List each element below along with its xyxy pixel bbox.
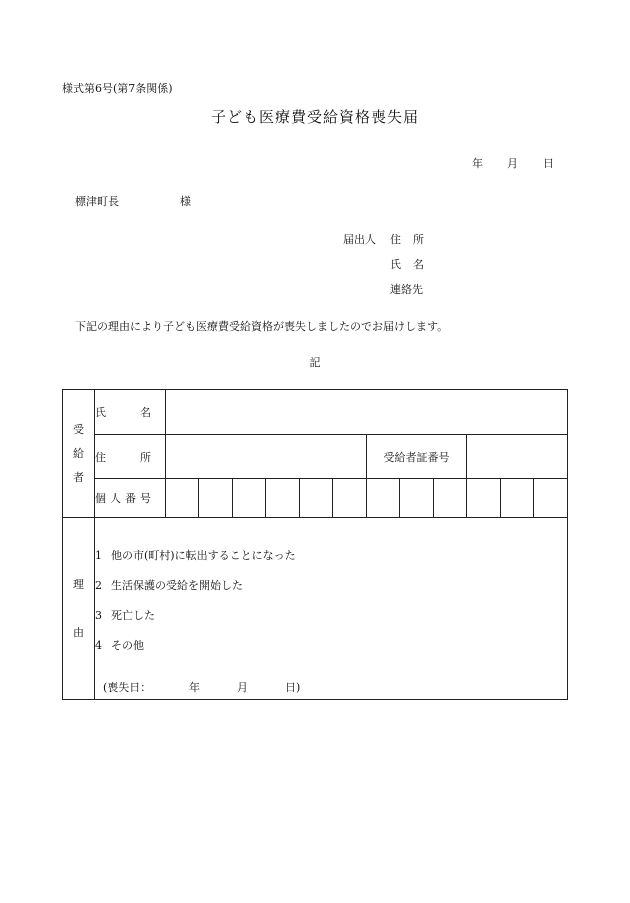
- personal-number-digit-box[interactable]: [501, 479, 534, 518]
- reason-item[interactable]: 2 生活保護の受給を開始した: [95, 578, 243, 592]
- applicant-contact-label: 連絡先: [390, 283, 423, 296]
- reason-list: [95, 518, 568, 700]
- applicant-label: 届出人: [343, 233, 376, 246]
- recipient-address-field[interactable]: [166, 435, 367, 479]
- personal-number-digit-box[interactable]: [434, 479, 467, 518]
- addressee-honorific: 様: [180, 195, 191, 208]
- date-day-label: 日: [543, 157, 554, 170]
- document-title: 子ども医療費受給資格喪失届: [210, 108, 419, 126]
- personal-number-label: 個 人 番 号: [95, 479, 166, 518]
- personal-number-digit-box[interactable]: [266, 479, 300, 518]
- addressee-name: 標津町長: [75, 195, 119, 208]
- personal-number-digit-box[interactable]: [199, 479, 233, 518]
- personal-number-digit-box[interactable]: [534, 479, 568, 518]
- reason-item[interactable]: 4 その他: [95, 638, 144, 652]
- reason-item[interactable]: 3 死亡した: [95, 608, 155, 622]
- applicant-address-label: 住 所: [390, 233, 424, 246]
- personal-number-digit-box[interactable]: [467, 479, 501, 518]
- form-table: [62, 389, 568, 700]
- date-month-label: 月: [507, 157, 518, 170]
- personal-number-digit-box[interactable]: [233, 479, 266, 518]
- recipient-name-label: 氏 名: [95, 390, 166, 435]
- recipient-address-label: 住 所: [95, 435, 166, 479]
- recipient-name-field[interactable]: [166, 390, 568, 435]
- personal-number-digit-box[interactable]: [300, 479, 333, 518]
- recipient-header: 受 給 者: [63, 390, 95, 518]
- personal-number-digit-box[interactable]: [400, 479, 434, 518]
- cert-number-field[interactable]: [467, 435, 568, 479]
- date-year-label: 年: [472, 157, 483, 170]
- personal-number-digit-box[interactable]: [166, 479, 199, 518]
- loss-date-line: (喪失日： 年 月 日): [103, 681, 301, 694]
- form-number: 様式第6号(第7条関係): [62, 82, 173, 95]
- cert-number-label: 受給者証番号: [367, 435, 467, 479]
- statement-text: 下記の理由により子ども医療費受給資格が喪失しましたのでお届けします。: [75, 320, 449, 333]
- ki-heading: 記: [309, 356, 321, 369]
- personal-number-digit-box[interactable]: [333, 479, 367, 518]
- personal-number-digit-box[interactable]: [367, 479, 400, 518]
- reason-item[interactable]: 1 他の市(町村)に転出することになった: [95, 548, 296, 562]
- reason-header: 理 由: [63, 518, 95, 700]
- applicant-name-label: 氏 名: [390, 258, 424, 271]
